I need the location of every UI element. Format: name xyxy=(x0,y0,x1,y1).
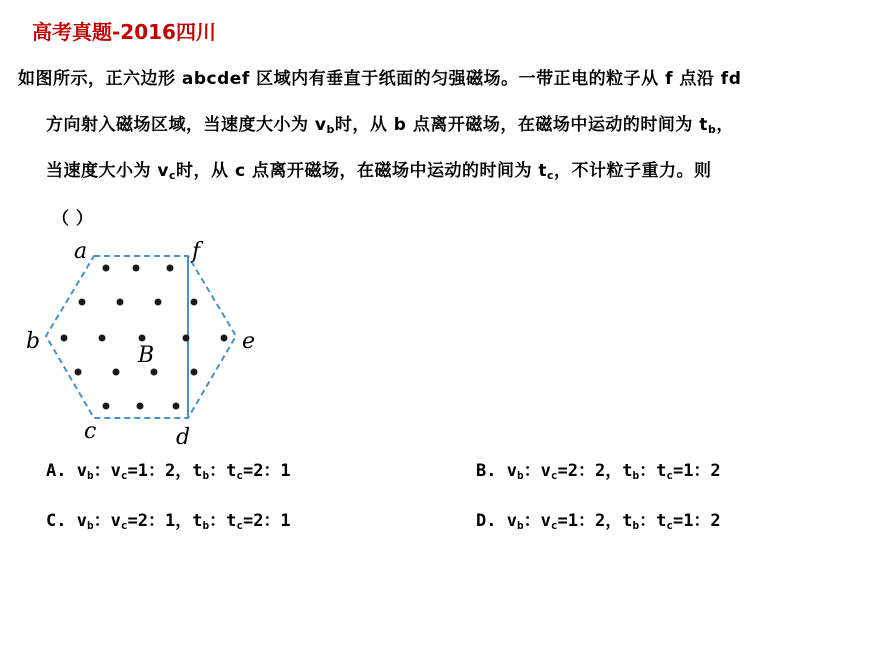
question-text-2a: 方向射入磁场区域，当速度大小为 v xyxy=(46,115,327,135)
field-dot xyxy=(117,299,124,306)
option-letter: C. xyxy=(46,511,67,531)
ratio: =1：2， xyxy=(127,461,193,481)
var: t xyxy=(622,511,633,531)
var: t xyxy=(192,511,203,531)
field-dot xyxy=(133,265,140,272)
question-text-2c: ， xyxy=(716,115,734,135)
ratio: =1：2 xyxy=(672,461,721,481)
question-text-3b: 时，从 c 点离开磁场，在磁场中运动的时间为 t xyxy=(176,161,547,181)
label-f: f xyxy=(192,239,201,264)
var: t xyxy=(226,511,237,531)
sep: ： xyxy=(523,461,541,481)
field-dot xyxy=(103,265,110,272)
question-text-1: 如图所示，正六边形 abcdef 区域内有垂直于纸面的匀强磁场。一带正电的粒子从 f 点沿 fd xyxy=(18,69,742,89)
field-dot xyxy=(173,403,180,410)
subscript: b xyxy=(632,519,640,532)
field-dot xyxy=(151,369,158,376)
var: v xyxy=(506,511,517,531)
var: t xyxy=(192,461,203,481)
option-letter: B. xyxy=(476,461,497,481)
subscript: c xyxy=(550,519,558,532)
ratio: =2：1 xyxy=(242,461,291,481)
subscript: c xyxy=(120,519,128,532)
var: t xyxy=(622,461,633,481)
subscript: c xyxy=(666,469,673,482)
field-dot xyxy=(183,335,190,342)
ratio: =2：2， xyxy=(557,461,623,481)
subscript: b xyxy=(86,469,94,482)
subscript: c xyxy=(666,519,673,532)
field-dot xyxy=(79,299,86,306)
var: v xyxy=(540,461,551,481)
subscript: b xyxy=(516,519,524,532)
var: t xyxy=(656,461,667,481)
option-b[interactable] xyxy=(476,456,721,482)
var: v xyxy=(110,461,121,481)
option-d[interactable] xyxy=(476,506,721,532)
sep: ： xyxy=(639,511,657,531)
field-dot xyxy=(113,369,120,376)
subscript: b xyxy=(202,519,210,532)
subscript: b xyxy=(202,469,210,482)
hexagon-diagram xyxy=(18,230,278,460)
subscript: b xyxy=(86,519,94,532)
label-e: e xyxy=(242,329,256,354)
subscript: c xyxy=(236,519,243,532)
ratio: =2：1， xyxy=(127,511,193,531)
option-c[interactable] xyxy=(46,506,291,532)
field-dot xyxy=(99,335,106,342)
var: v xyxy=(540,511,551,531)
subscript: b xyxy=(516,469,524,482)
subscript: c xyxy=(547,169,555,182)
question-line-1 xyxy=(18,64,741,89)
subscript: c xyxy=(550,469,558,482)
field-dot xyxy=(75,369,82,376)
label-c: c xyxy=(84,419,97,444)
field-dot xyxy=(167,265,174,272)
ratio: =2：1 xyxy=(242,511,291,531)
sep: ： xyxy=(209,461,227,481)
question-text-2b: 时，从 b 点离开磁场，在磁场中运动的时间为 t xyxy=(334,115,708,135)
var: v xyxy=(76,511,87,531)
label-b: b xyxy=(26,329,41,354)
subscript: b xyxy=(632,469,640,482)
subscript: b xyxy=(707,123,717,136)
field-dot xyxy=(137,403,144,410)
sep: ： xyxy=(523,511,541,531)
subscript: c xyxy=(120,469,128,482)
label-d: d xyxy=(176,425,191,450)
field-dot xyxy=(139,335,146,342)
var: v xyxy=(506,461,517,481)
field-dot xyxy=(103,403,110,410)
var: v xyxy=(110,511,121,531)
field-dot xyxy=(191,299,198,306)
ratio: =1：2 xyxy=(672,511,721,531)
field-dot xyxy=(155,299,162,306)
field-dot xyxy=(191,369,198,376)
var: t xyxy=(656,511,667,531)
sep: ： xyxy=(639,461,657,481)
field-dot xyxy=(61,335,68,342)
sep: ： xyxy=(93,511,111,531)
magnetic-field-dots xyxy=(61,265,228,410)
sep: ： xyxy=(93,461,111,481)
var: t xyxy=(226,461,237,481)
question-line-3 xyxy=(46,156,712,182)
question-text-3c: ，不计粒子重力。则 xyxy=(554,161,712,181)
subscript: c xyxy=(169,169,177,182)
option-letter: A. xyxy=(46,461,67,481)
option-letter: D. xyxy=(476,511,497,531)
sep: ： xyxy=(209,511,227,531)
question-text-3a: 当速度大小为 v xyxy=(46,161,169,181)
var: v xyxy=(76,461,87,481)
question-line-2 xyxy=(46,110,734,136)
label-B: B xyxy=(138,343,155,368)
ratio: =1：2， xyxy=(557,511,623,531)
field-dot xyxy=(221,335,228,342)
subscript: b xyxy=(326,123,335,136)
subscript: c xyxy=(236,469,243,482)
label-a: a xyxy=(74,239,88,264)
page-title: 高考真题-2016四川 xyxy=(32,20,216,44)
answer-blank: （ ） xyxy=(52,209,94,229)
option-a[interactable] xyxy=(46,456,291,482)
